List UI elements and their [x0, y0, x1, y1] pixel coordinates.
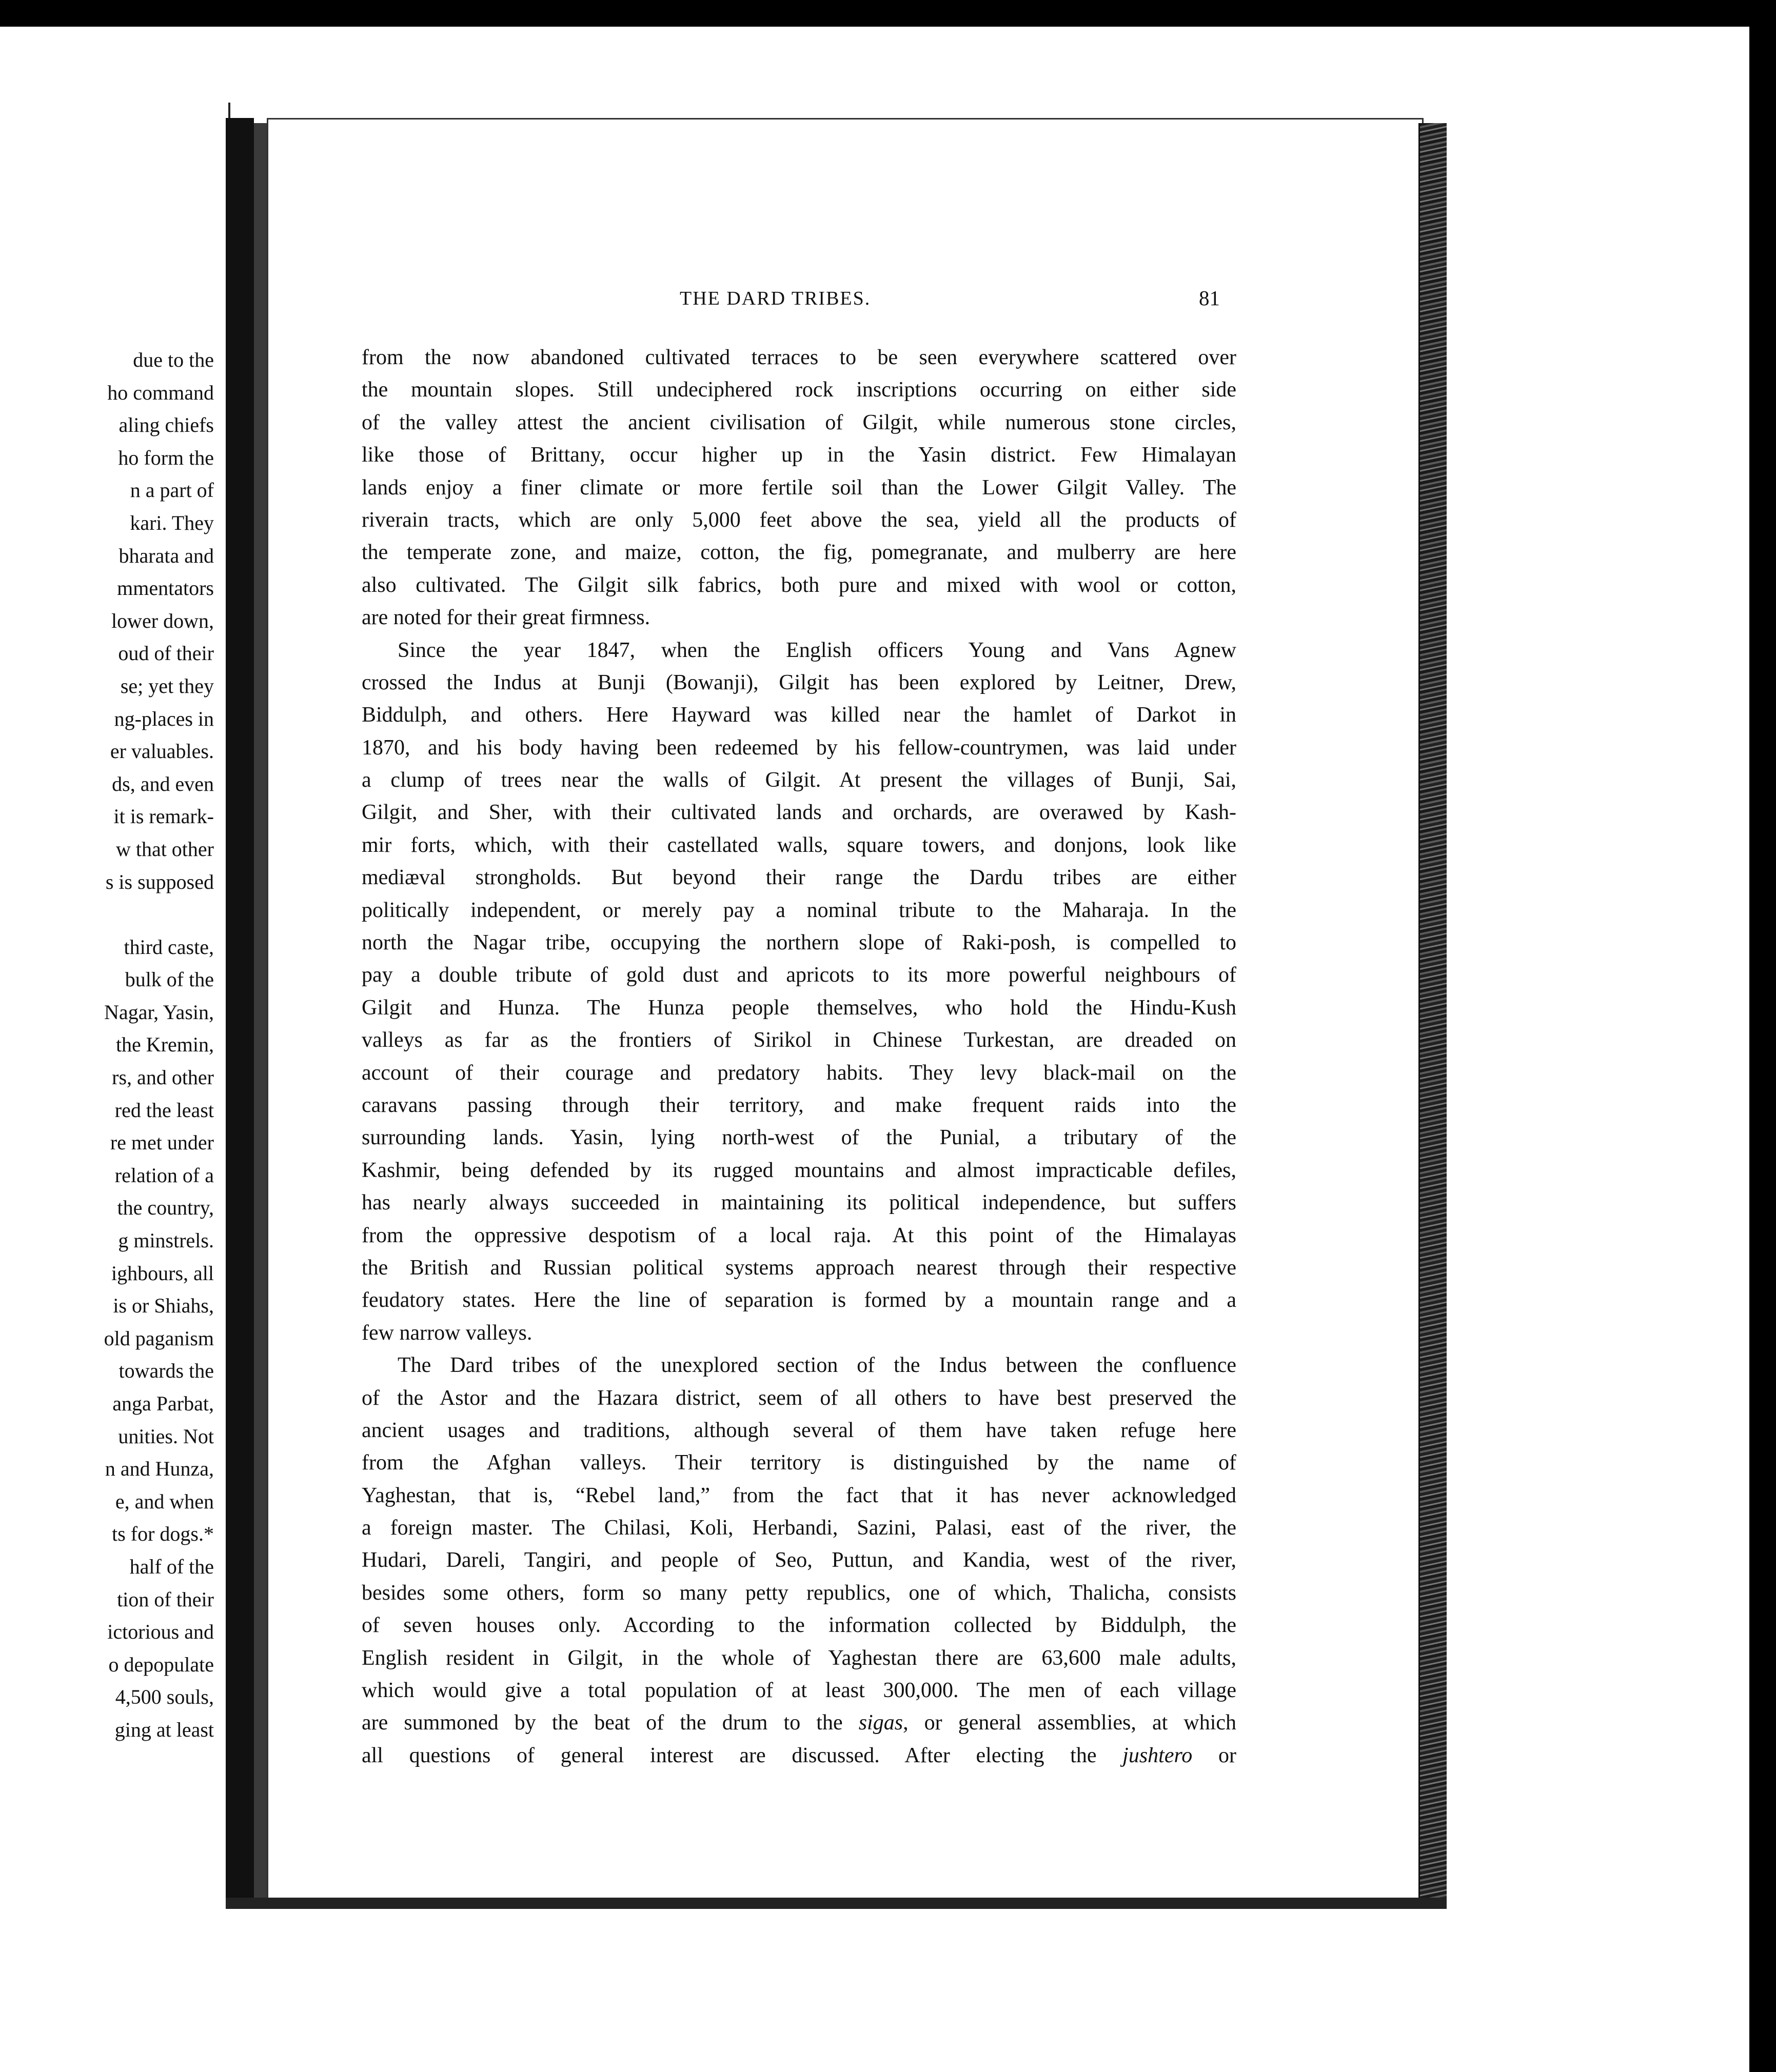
left-page-line: it is remark- — [113, 805, 214, 828]
body-line: are noted for their great firmness. — [362, 606, 650, 630]
left-page-line: g minstrels. — [118, 1229, 214, 1252]
left-page-line: the Kremin, — [115, 1033, 214, 1057]
body-line: from the Afghan valleys. Their territory is distinguished by the name of — [362, 1451, 1236, 1475]
left-page-line: kari. They — [130, 511, 214, 534]
body-line: mir forts, which, with their castellated walls, square towers, and donjons, look like — [362, 833, 1236, 857]
left-page-line: mmentators — [117, 576, 214, 600]
left-page-line: due to the — [133, 348, 214, 371]
body-line: the mountain slopes. Still undeciphered rock inscriptions occurring on either side — [362, 378, 1236, 402]
body-line: from the oppressive despotism of a local raja. At this point of the Himalayas — [362, 1223, 1236, 1247]
body-line: of the Astor and the Hazara district, seem of all others to have best preserved the — [362, 1386, 1236, 1410]
left-page-line: anga Parbat, — [112, 1392, 214, 1415]
left-page-line: bharata and — [119, 544, 214, 567]
left-page-line: relation of a — [114, 1163, 214, 1187]
left-page-line: 4,500 souls, — [115, 1685, 214, 1709]
body-line: riverain tracts, which are only 5,000 feet above the sea, yield all the products of — [362, 508, 1236, 532]
body-line: Gilgit and Hunza. The Hunza people themselves, who hold the Hindu-Kush — [362, 995, 1236, 1020]
left-page-line: Nagar, Yasin, — [104, 1000, 214, 1024]
body-line: ancient usages and traditions, although several of them have taken refuge here — [362, 1418, 1236, 1442]
body-line: the temperate zone, and maize, cotton, the fig, pomegranate, and mulberry are here — [362, 541, 1236, 565]
body-line: lands enjoy a finer climate or more fertile soil than the Lower Gilgit Valley. The — [362, 475, 1236, 500]
body-line: caravans passing through their territory, and make frequent raids into the — [362, 1093, 1236, 1117]
body-line: north the Nagar tribe, occupying the northern slope of Raki-posh, is compelled to — [362, 931, 1236, 955]
book-spine — [226, 118, 254, 1898]
body-text — [362, 342, 1236, 1772]
body-line: all questions of general interest are discussed. After electing the jushtero or — [362, 1743, 1236, 1767]
body-line: account of their courage and predatory habits. They levy black-mail on the — [362, 1061, 1236, 1085]
left-page-line: lower down, — [111, 609, 214, 632]
left-page-line: ds, and even — [112, 772, 214, 795]
left-page-line: re met under — [110, 1131, 214, 1154]
left-page-line: third caste, — [124, 935, 214, 959]
left-page-text — [0, 344, 214, 1746]
body-line: has nearly always succeeded in maintaining its political independence, but suffers — [362, 1191, 1236, 1215]
left-page-line: towards the — [119, 1359, 214, 1383]
body-line: of seven houses only. According to the information collected by Biddulph, the — [362, 1613, 1236, 1638]
left-page-line: ighbours, all — [111, 1261, 214, 1285]
body-line: which would give a total population of at least 300,000. The men of each village — [362, 1679, 1236, 1703]
scan-border-top — [0, 0, 1776, 27]
left-page-line: aling chiefs — [119, 413, 214, 437]
body-line: Gilgit, and Sher, with their cultivated lands and orchards, are overawed by Kash- — [362, 801, 1236, 825]
body-line: Yaghestan, that is, “Rebel land,” from the fact that it has never acknowledged — [362, 1483, 1236, 1507]
left-page-line: o depopulate — [108, 1652, 214, 1676]
left-page-line: ictorious and — [107, 1620, 214, 1644]
left-page-line: ging at least — [114, 1718, 214, 1741]
body-line: are summoned by the beat of the drum to the sigas, or general assemblies, at which — [362, 1711, 1236, 1735]
left-page-line: er valuables. — [110, 740, 214, 763]
body-line: of the valley attest the ancient civilisation of Gilgit, while numerous stone circles, — [362, 410, 1236, 434]
body-line: a foreign master. The Chilasi, Koli, Herbandi, Sazini, Palasi, east of the river, the — [362, 1516, 1236, 1540]
body-line: Biddulph, and others. Here Hayward was killed near the hamlet of Darkot in — [362, 703, 1236, 727]
left-page-line: unities. Not — [118, 1424, 214, 1448]
body-line: also cultivated. The Gilgit silk fabrics, both pure and mixed with wool or cotton, — [362, 573, 1236, 597]
body-line: like those of Brittany, occur higher up in the Yasin district. Few Himalayan — [362, 443, 1236, 467]
left-page-line: rs, and other — [112, 1066, 214, 1089]
body-line: politically independent, or merely pay a nominal tribute to the Maharaja. In the — [362, 898, 1236, 922]
body-line: the British and Russian political systems approach nearest through their respective — [362, 1256, 1236, 1280]
left-page-line: n and Hunza, — [105, 1457, 214, 1481]
left-page-line: tion of their — [117, 1587, 214, 1611]
body-line: feudatory states. Here the line of separation is formed by a mountain range and a — [362, 1288, 1236, 1312]
body-line: The Dard tribes of the unexplored section of the Indus between the confluence — [398, 1353, 1236, 1378]
body-line: 1870, and his body having been redeemed by his fellow-countrymen, was laid under — [362, 735, 1236, 760]
body-line: besides some others, form so many petty republics, one of which, Thalicha, consists — [362, 1581, 1236, 1605]
left-page-line: n a part of — [130, 479, 214, 502]
left-page-line: ho form the — [118, 446, 214, 469]
body-line: pay a double tribute of gold dust and apricots to its more powerful neighbours of — [362, 963, 1236, 987]
left-page-line: se; yet they — [120, 674, 214, 698]
left-page-line: ts for dogs.* — [112, 1522, 214, 1546]
marbled-fore-edge — [1418, 123, 1447, 1903]
left-page-line: bulk of the — [125, 968, 214, 991]
body-line: few narrow valleys. — [362, 1321, 532, 1345]
left-page-line: is or Shiahs, — [113, 1294, 214, 1318]
left-page-line: e, and when — [115, 1489, 214, 1513]
body-line: Since the year 1847, when the English officers Young and Vans Agnew — [398, 638, 1236, 662]
left-page — [0, 103, 230, 1903]
body-line: valleys as far as the frontiers of Sirikol in Chinese Turkestan, are dreaded on — [362, 1028, 1236, 1052]
left-page-line: ho command — [107, 381, 214, 404]
left-page-line: s is supposed — [105, 870, 214, 893]
left-page-line: w that other — [115, 837, 214, 861]
page-number: 81 — [1199, 286, 1220, 310]
body-line: Hudari, Dareli, Tangiri, and people of Seo, Puttun, and Kandia, west of the river, — [362, 1548, 1236, 1572]
left-page-line: the country, — [117, 1196, 214, 1220]
left-page-line: ng-places in — [114, 707, 214, 730]
body-line: surrounding lands. Yasin, lying north-west of the Punial, a tributary of the — [362, 1126, 1236, 1150]
left-page-line: oud of their — [118, 642, 214, 665]
body-line: mediæval strongholds. But beyond their range the Dardu tribes are either — [362, 866, 1236, 890]
left-page-line: red the least — [114, 1098, 214, 1122]
body-line: a clump of trees near the walls of Gilgit. At present the villages of Bunji, Sai, — [362, 768, 1236, 792]
body-line: crossed the Indus at Bunji (Bowanji), Gilgit has been explored by Leitner, Drew, — [362, 670, 1236, 694]
left-page-line: half of the — [129, 1555, 214, 1578]
body-line: from the now abandoned cultivated terraces to be seen everywhere scattered over — [362, 346, 1236, 369]
left-page-line — [0, 898, 214, 931]
running-head: THE DARD TRIBES. — [680, 288, 871, 309]
left-page-line: old paganism — [104, 1326, 214, 1350]
page-bottom-shadow — [226, 1898, 1447, 1909]
body-line: English resident in Gilgit, in the whole of Yaghestan there are 63,600 male adults, — [362, 1646, 1236, 1670]
body-line: Kashmir, being defended by its rugged mountains and almost impracticable defiles, — [362, 1158, 1236, 1182]
